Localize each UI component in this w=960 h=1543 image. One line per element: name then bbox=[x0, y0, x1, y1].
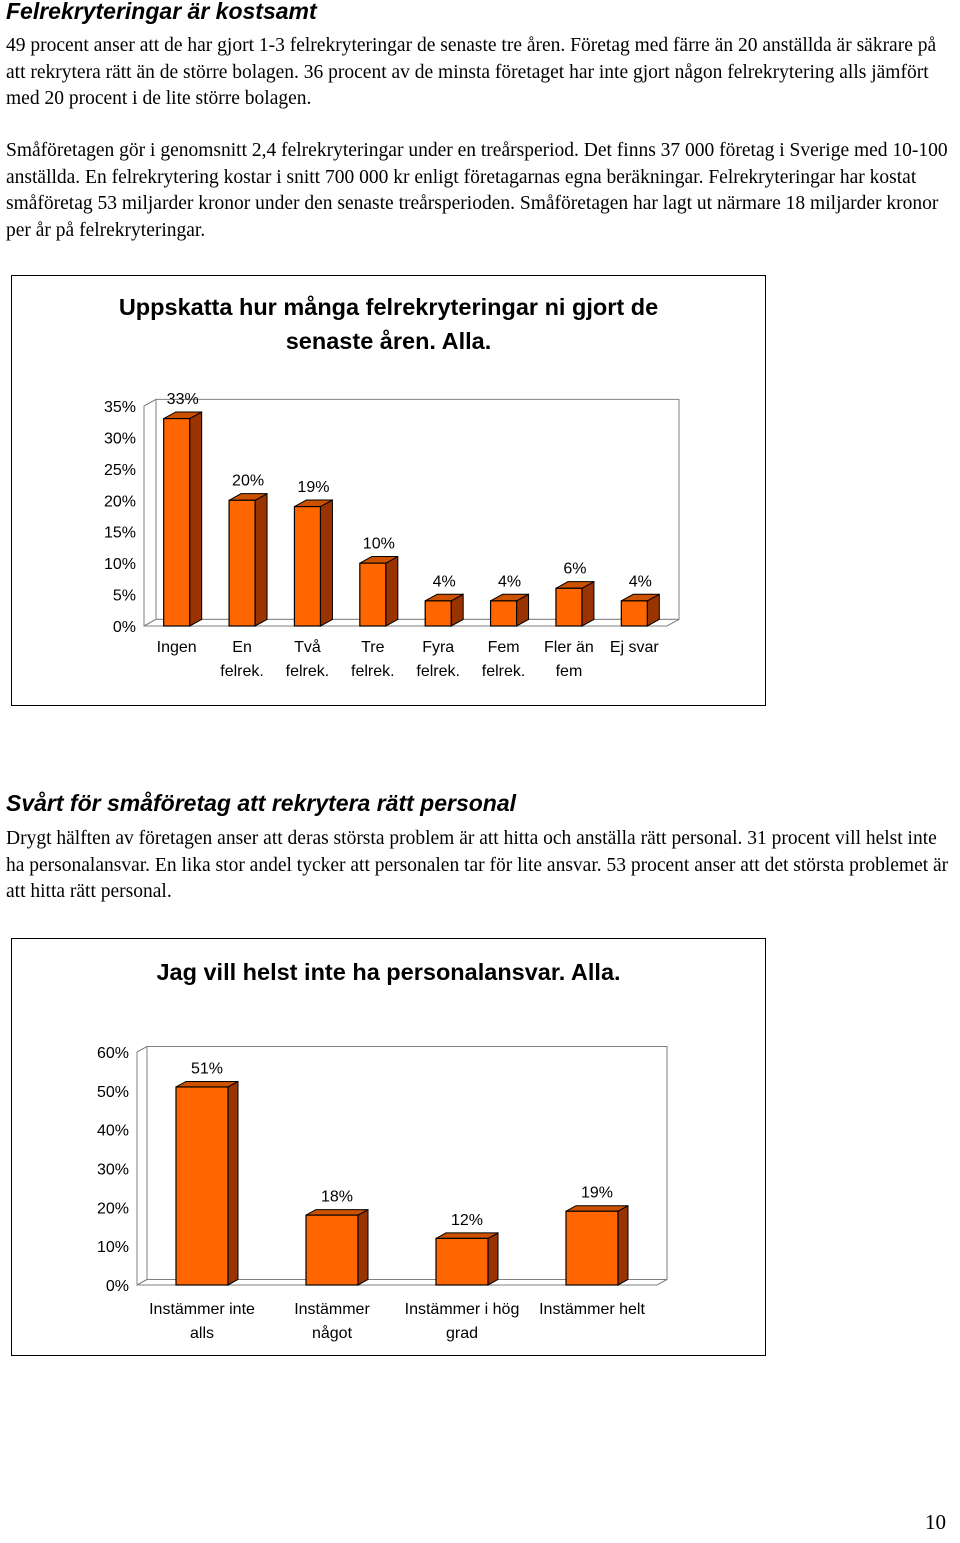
y-tick-label: 15% bbox=[103, 524, 136, 542]
bar-front bbox=[556, 588, 582, 626]
section-heading-felrekryteringar: Felrekryteringar är kostsamt bbox=[6, 0, 317, 24]
x-tick-label: Fem felrek. bbox=[481, 639, 526, 680]
data-label: 18% bbox=[320, 1188, 354, 1206]
bar-top bbox=[176, 1081, 238, 1087]
bar-front bbox=[306, 1215, 358, 1285]
bar-front bbox=[360, 563, 386, 626]
data-label: 12% bbox=[450, 1211, 484, 1229]
y-tick-label: 0% bbox=[105, 1278, 129, 1295]
y-tick-label: 60% bbox=[96, 1045, 129, 1062]
bar-side bbox=[190, 412, 202, 626]
data-label: 4% bbox=[432, 573, 456, 591]
bar-side bbox=[488, 1233, 498, 1285]
x-tick-label: Två felrek. bbox=[285, 639, 330, 680]
chart-title-line1: Uppskatta hur många felrekryteringar ni gjort de bbox=[118, 294, 659, 320]
chart-side-wall bbox=[144, 399, 156, 626]
x-tick-label: Ingen bbox=[156, 639, 197, 656]
data-label: 4% bbox=[498, 573, 522, 591]
chart-title-line2: senaste åren. Alla. bbox=[285, 328, 492, 354]
y-tick-label: 0% bbox=[112, 619, 136, 636]
y-tick-label: 40% bbox=[96, 1122, 129, 1140]
chart-bar bbox=[164, 412, 202, 626]
data-label: 20% bbox=[232, 472, 265, 490]
bar-front bbox=[425, 601, 451, 626]
bar-front bbox=[294, 507, 320, 626]
chart-bar bbox=[436, 1233, 498, 1285]
x-tick-label: Instämmer helt bbox=[539, 1301, 645, 1318]
y-tick-label: 25% bbox=[103, 461, 136, 479]
bar-front bbox=[566, 1211, 618, 1285]
data-label: 4% bbox=[628, 573, 652, 591]
chart-bar bbox=[229, 494, 267, 626]
x-tick-label: Instämmer något bbox=[294, 1301, 370, 1342]
y-tick-label: 10% bbox=[103, 556, 136, 574]
bar-side bbox=[358, 1210, 368, 1285]
chart-bar bbox=[491, 594, 529, 626]
chart-bar bbox=[566, 1206, 628, 1285]
bar-front bbox=[621, 601, 647, 626]
chart-felrekryteringar-plot bbox=[12, 276, 765, 705]
y-tick-label: 20% bbox=[96, 1200, 129, 1218]
paragraph-felrekryteringar-2: Småföretagen gör i genomsnitt 2,4 felrekryteringar under en treårsperiod. Det finns 37 000 företag i Sverige med 10-100 anställda. En felrekrytering kostar i snitt 700 000 kr enligt företagarnas egna beräkningar. Felrekryteringar har kostat småföretag 53 miljarder kronor under den senaste treårsperioden. Småföretagen har lagt ut närmare 18 miljarder kronor per år på felrekryteringar. bbox=[6, 140, 948, 241]
x-tick-label: Instämmer i hög grad bbox=[404, 1301, 520, 1342]
data-label: 33% bbox=[166, 390, 199, 408]
bar-top bbox=[306, 1210, 368, 1216]
chart-bar bbox=[176, 1081, 238, 1285]
bar-side bbox=[582, 582, 594, 626]
bar-top bbox=[436, 1233, 498, 1239]
bar-side bbox=[228, 1081, 238, 1285]
bar-side bbox=[386, 557, 398, 626]
chart-bar bbox=[425, 594, 463, 626]
y-tick-label: 5% bbox=[112, 587, 136, 605]
x-tick-label: Ej svar bbox=[609, 639, 659, 656]
bar-top bbox=[566, 1206, 628, 1212]
data-label: 10% bbox=[362, 535, 395, 553]
x-tick-label: En felrek. bbox=[220, 639, 264, 680]
bar-front bbox=[491, 601, 517, 626]
chart-floor bbox=[144, 619, 679, 626]
y-tick-label: 20% bbox=[103, 493, 136, 511]
chart-personalansvar-plot bbox=[12, 939, 765, 1355]
y-tick-label: 30% bbox=[96, 1161, 129, 1179]
chart-bar bbox=[294, 500, 332, 626]
x-tick-label: Instämmer inte alls bbox=[149, 1301, 255, 1342]
y-tick-label: 30% bbox=[103, 430, 136, 448]
y-tick-label: 50% bbox=[96, 1083, 129, 1101]
page-number: 10 bbox=[925, 1510, 946, 1534]
bar-side bbox=[618, 1206, 628, 1285]
data-label: 19% bbox=[297, 478, 330, 496]
x-tick-label: Fyra felrek. bbox=[416, 639, 460, 680]
chart-bar bbox=[621, 594, 659, 626]
y-tick-label: 35% bbox=[103, 399, 136, 416]
x-tick-label: Fler än fem bbox=[544, 639, 594, 680]
chart-felrekryteringar bbox=[11, 275, 766, 706]
data-label: 51% bbox=[190, 1060, 224, 1078]
chart-bar bbox=[360, 557, 398, 626]
chart-side-wall bbox=[137, 1047, 147, 1286]
data-label: 19% bbox=[580, 1184, 614, 1202]
data-label: 6% bbox=[563, 560, 587, 578]
bar-front bbox=[229, 500, 255, 626]
bar-front bbox=[176, 1087, 228, 1285]
chart-personalansvar bbox=[11, 938, 766, 1356]
chart-bar bbox=[306, 1210, 368, 1285]
paragraph-felrekryteringar-1: 49 procent anser att de har gjort 1-3 felrekryteringar de senaste tre åren. Företag med färre än 20 anställda är säkrare på att rekrytera rätt än de större bolagen. 36 procent av de minsta företaget har inte gjort någon felrekrytering alls jämfört med 20 procent i de lite större bolagen. bbox=[6, 35, 937, 109]
section-heading-personal: Svårt för småföretag att rekrytera rätt personal bbox=[6, 790, 517, 816]
bar-side bbox=[320, 500, 332, 626]
chart-bar bbox=[556, 582, 594, 626]
chart-title: Jag vill helst inte ha personalansvar. Alla. bbox=[156, 959, 621, 985]
x-tick-label: Tre felrek. bbox=[351, 639, 395, 680]
paragraph-personal-1: Drygt hälften av företagen anser att deras största problem är att hitta och anställa rätt personal. 31 procent vill helst inte ha personalansvar. En lika stor andel tycker att personalen tar för lite ansvar. 53 procent anser att det största problemet är att hitta rätt personal. bbox=[6, 828, 949, 902]
bar-front bbox=[436, 1238, 488, 1285]
y-tick-label: 10% bbox=[96, 1239, 129, 1257]
bar-front bbox=[164, 419, 190, 626]
bar-side bbox=[255, 494, 267, 626]
